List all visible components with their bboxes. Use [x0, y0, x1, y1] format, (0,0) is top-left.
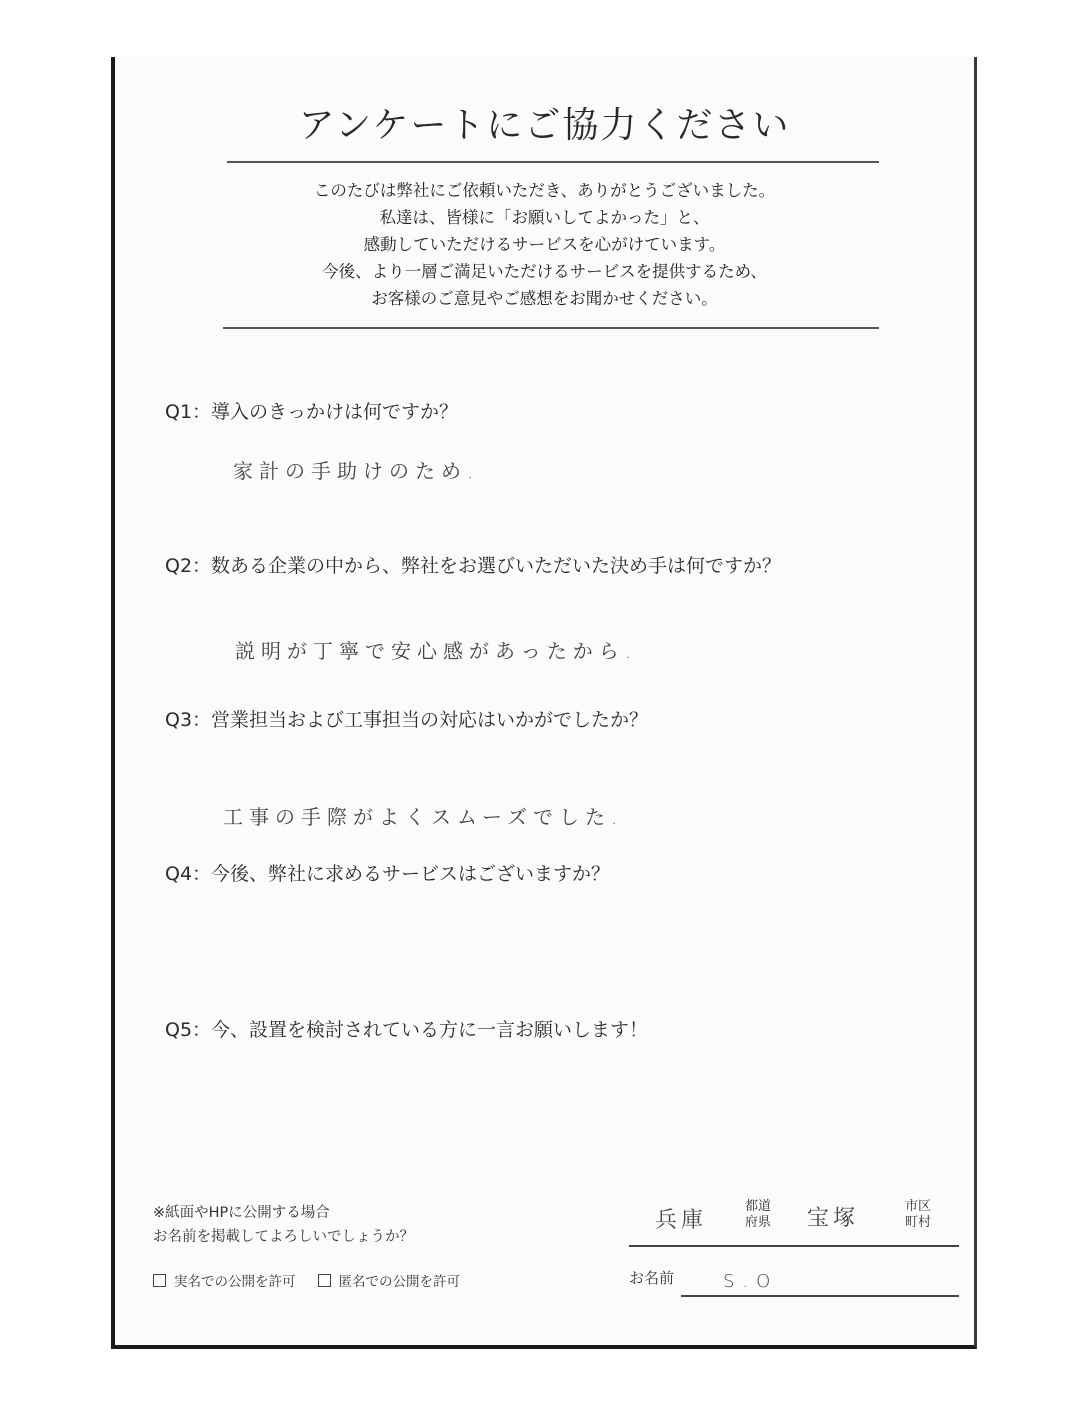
question-2: Q2：数ある企業の中から、弊社をお選びいただいた決め手は何ですか？	[165, 555, 782, 577]
intro-line: 私達は、皆様に「お願いしてよかった」と、	[379, 208, 710, 227]
name-label: お名前	[629, 1269, 675, 1287]
city-value[interactable]: 宝塚	[807, 1206, 860, 1231]
city-suffix-bottom: 町村	[905, 1215, 932, 1230]
name-underline	[681, 1295, 959, 1297]
option-real-name-label: 実名での公開を許可	[174, 1274, 296, 1290]
name-value[interactable]: S.O	[723, 1271, 779, 1292]
survey-sheet	[111, 57, 977, 1349]
intro-line: お客様のご意見やご感想をお聞かせください。	[371, 289, 718, 308]
publish-note	[153, 1201, 414, 1249]
question-3: Q3：営業担当および工事担当の対応はいかがでしたか？	[165, 709, 649, 731]
answer-3[interactable]: 工事の手際がよくスムーズでした.	[223, 805, 624, 829]
checkbox-anonymous[interactable]	[318, 1274, 331, 1287]
prefecture-suffix-bottom: 府県	[745, 1215, 772, 1230]
bottom-divider	[223, 327, 879, 329]
city-suffix	[905, 1199, 931, 1231]
survey-title: アンケートにご協力ください	[298, 105, 791, 146]
option-anonymous-label: 匿名での公開を許可	[338, 1274, 460, 1290]
prefecture-suffix	[745, 1199, 771, 1231]
city-suffix-top: 市区	[905, 1199, 932, 1214]
answer-2[interactable]: 説明が丁寧で安心感があったから.	[235, 639, 638, 663]
checkbox-real-name[interactable]	[153, 1274, 166, 1287]
publish-note-line-2: お名前を掲載してよろしいでしょうか？	[153, 1229, 414, 1245]
intro-line: このたびは弊社にご依頼いただき、ありがとうございました。	[313, 181, 776, 200]
top-divider	[227, 161, 879, 163]
intro-line: 今後、より一層ご満足いただけるサービスを提供するため、	[322, 262, 767, 281]
question-5: Q5：今、設置を検討されている方に一言お願いします！	[165, 1019, 649, 1041]
question-4: Q4：今後、弊社に求めるサービスはございますか？	[165, 863, 611, 885]
prefecture-suffix-top: 都道	[745, 1199, 772, 1214]
prefecture-value[interactable]: 兵庫	[655, 1208, 708, 1233]
answer-1[interactable]: 家計の手助けのため.	[233, 459, 480, 483]
option-real-name[interactable]	[153, 1270, 296, 1290]
publish-options	[153, 1270, 482, 1290]
address-underline	[629, 1245, 959, 1247]
intro-line: 感動していただけるサービスを心がけています。	[363, 235, 726, 254]
publish-note-line-1: ※紙面やHPに公開する場合	[153, 1205, 330, 1221]
option-anonymous[interactable]	[318, 1270, 461, 1290]
intro-text	[115, 177, 974, 312]
question-1: Q1：導入のきっかけは何ですか？	[165, 401, 459, 423]
